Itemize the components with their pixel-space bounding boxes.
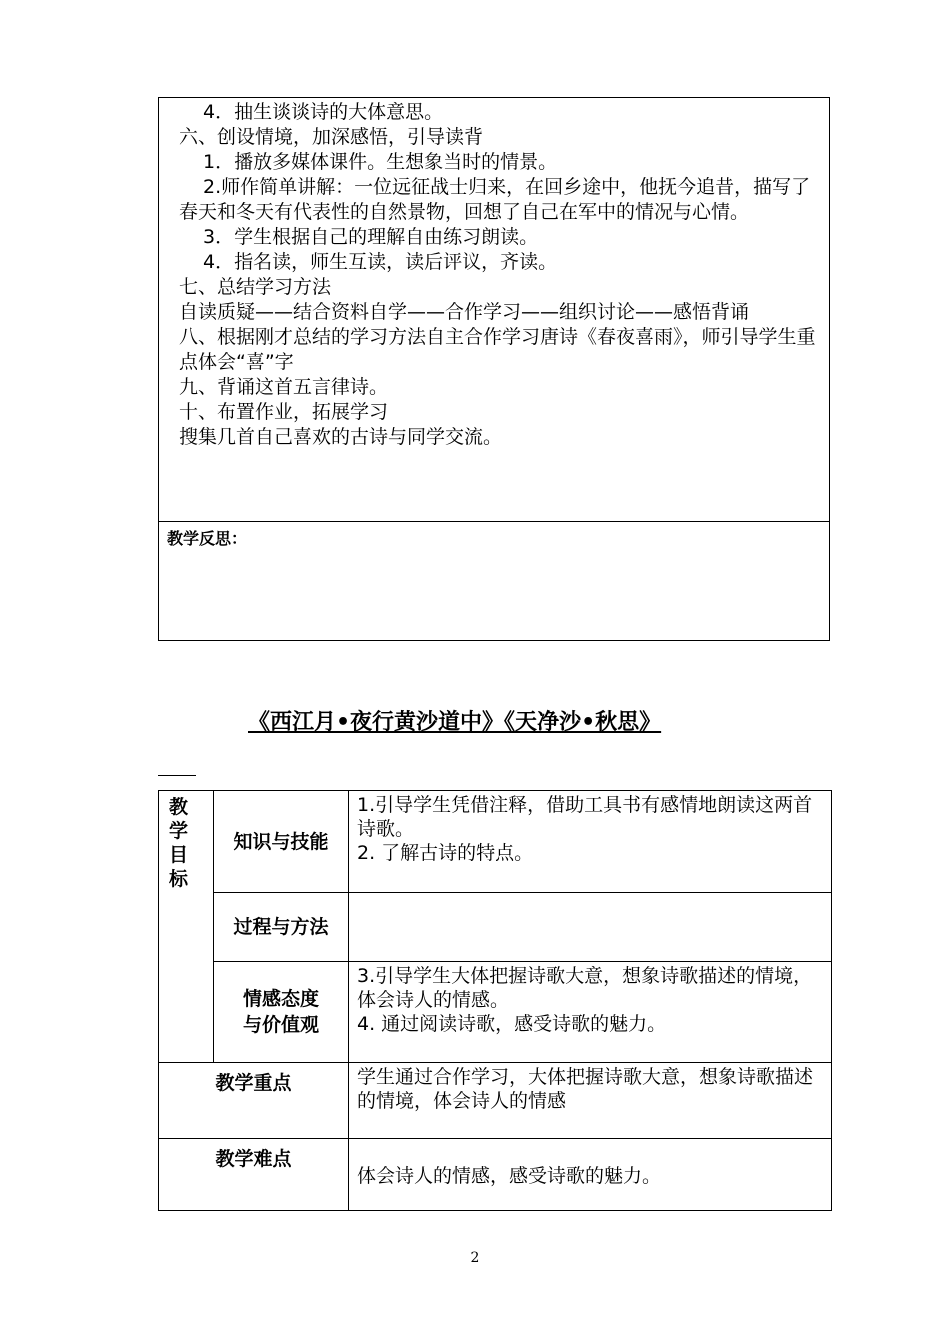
divider [158, 775, 196, 776]
table-row [159, 791, 832, 893]
step-line: 1．播放多媒体课件。生想象当时的情景。 [203, 151, 558, 173]
lesson-title: 《西江月•夜行黄沙道中》《天净沙•秋思》 [248, 710, 662, 735]
step-line: 2.师作简单讲解：一位远征战士归来，在回乡途中，他抚今追昔，描写了春天和冬天有代表性的自然景物，回想了自己在军中的情况与心情。 [179, 176, 811, 223]
difficulty-cell: 体会诗人的情感，感受诗歌的魅力。 [349, 1139, 832, 1211]
key-cell: 学生通过合作学习，大体把握诗歌大意，想象诗歌描述的情境，体会诗人的情感 [349, 1063, 832, 1139]
step-line: 4．抽生谈谈诗的大体意思。 [203, 101, 444, 123]
goals-table [158, 790, 832, 1211]
knowledge-line: 1.引导学生凭借注释，借助工具书有感情地朗读这两首诗歌。 [357, 794, 813, 840]
step-line: 七、总结学习方法 [179, 276, 332, 298]
table-row [159, 1063, 832, 1139]
table-row [159, 962, 832, 1063]
step-line: 六、创设情境，加深感悟，引导读背 [179, 126, 484, 148]
goals-label: 教学目标 [159, 791, 214, 1063]
table-row [159, 1139, 832, 1211]
emotion-line: 3.引导学生大体把握诗歌大意，想象诗歌描述的情境，体会诗人的情感。 [357, 965, 813, 1011]
step-line: 八、根据刚才总结的学习方法自主合作学习唐诗《春夜喜雨》，师引导学生重点体会“喜”字 [179, 326, 816, 373]
step-line: 4．指名读，师生互读，读后评议，齐读。 [203, 251, 558, 273]
emotion-cell [349, 962, 832, 1063]
key-label: 教学重点 [159, 1063, 349, 1139]
knowledge-cell [349, 791, 832, 893]
step-line: 搜集几首自己喜欢的古诗与同学交流。 [179, 426, 503, 448]
step-line: 九、背诵这首五言律诗。 [179, 376, 389, 398]
step-line: 3．学生根据自己的理解自由练习朗读。 [203, 226, 539, 248]
process-cell [349, 893, 832, 962]
emotion-line: 4. 通过阅读诗歌，感受诗歌的魅力。 [357, 1013, 667, 1035]
process-label: 过程与方法 [214, 893, 349, 962]
lesson-steps [159, 98, 829, 522]
knowledge-label: 知识与技能 [214, 791, 349, 893]
reflection-label: 教学反思： [167, 529, 248, 548]
step-line: 自读质疑——结合资料自学——合作学习——组织讨论——感悟背诵 [179, 301, 750, 323]
knowledge-line: 2. 了解古诗的特点。 [357, 842, 534, 864]
step-line: 十、布置作业，拓展学习 [179, 401, 389, 423]
page-number: 2 [470, 1250, 480, 1266]
emotion-label: 情感态度 与价值观 [214, 962, 349, 1063]
difficulty-label: 教学难点 [159, 1139, 349, 1211]
table-row [159, 893, 832, 962]
lesson-process-box [158, 97, 830, 641]
